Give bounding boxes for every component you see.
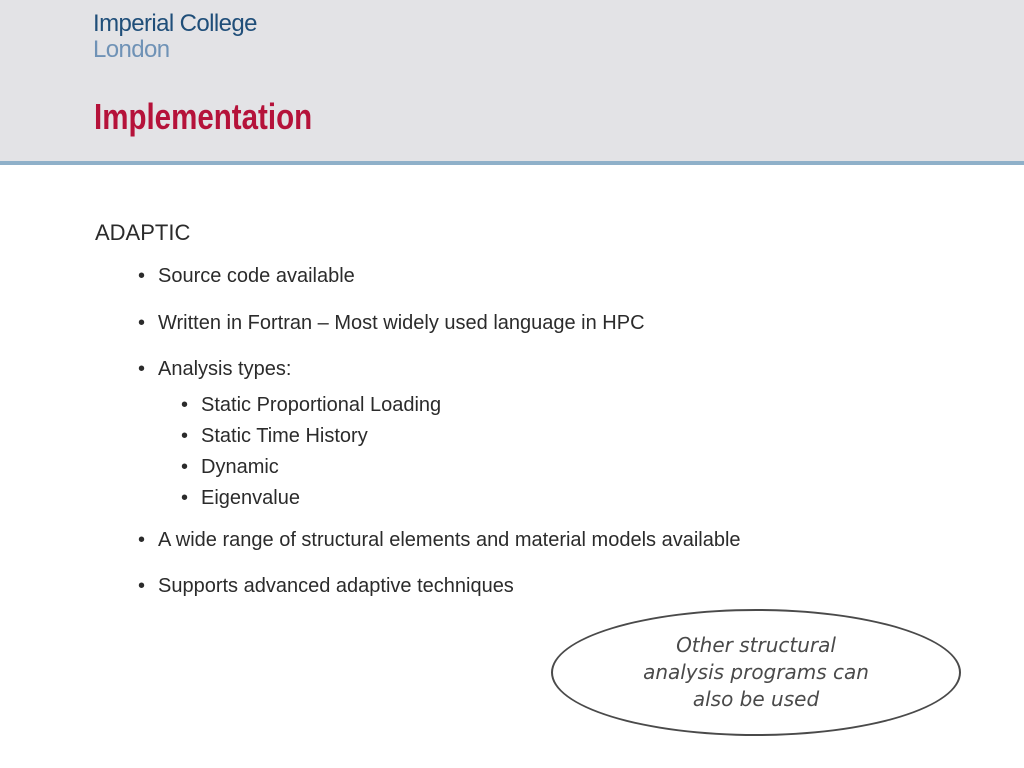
sub-bullet-text: Dynamic <box>201 456 279 478</box>
bullet-dot: • <box>138 575 146 597</box>
bullet-text: A wide range of structural elements and material models available <box>158 529 741 551</box>
callout-text: Other structural analysis programs can also be used <box>643 633 869 711</box>
bullet-dot: • <box>181 394 189 416</box>
sub-bullet-item <box>181 425 368 448</box>
bullet-item <box>138 312 645 335</box>
bullet-text: Source code available <box>158 265 355 287</box>
bullet-dot: • <box>181 456 189 478</box>
header-divider <box>0 161 1024 165</box>
bullet-dot: • <box>138 265 146 287</box>
bullet-item <box>138 358 291 381</box>
imperial-college-logo <box>93 11 257 63</box>
bullet-text: Written in Fortran – Most widely used language in HPC <box>158 312 645 334</box>
slide-title: Implementation <box>94 96 313 137</box>
sub-bullet-item <box>181 487 300 510</box>
bullet-item <box>138 575 514 598</box>
bullet-item <box>138 529 741 552</box>
bullet-dot: • <box>181 487 189 509</box>
sub-bullet-text: Eigenvalue <box>201 487 300 509</box>
logo-line-2: London <box>93 36 170 63</box>
sub-bullet-text: Static Proportional Loading <box>201 394 442 416</box>
bullet-dot: • <box>138 358 146 380</box>
section-heading: ADAPTIC <box>95 220 191 245</box>
sub-bullet-text: Static Time History <box>201 425 368 447</box>
bullet-item <box>138 265 355 288</box>
bullet-dot: • <box>181 425 189 447</box>
slide-header <box>0 0 1024 162</box>
bullet-dot: • <box>138 529 146 551</box>
bullet-text: Supports advanced adaptive techniques <box>158 575 514 597</box>
sub-bullet-item <box>181 456 279 479</box>
bullet-text: Analysis types: <box>158 358 292 380</box>
bullet-dot: • <box>138 312 146 334</box>
logo-line-1: Imperial College <box>93 10 257 37</box>
sub-bullet-item <box>181 394 441 417</box>
callout-oval <box>551 609 961 736</box>
